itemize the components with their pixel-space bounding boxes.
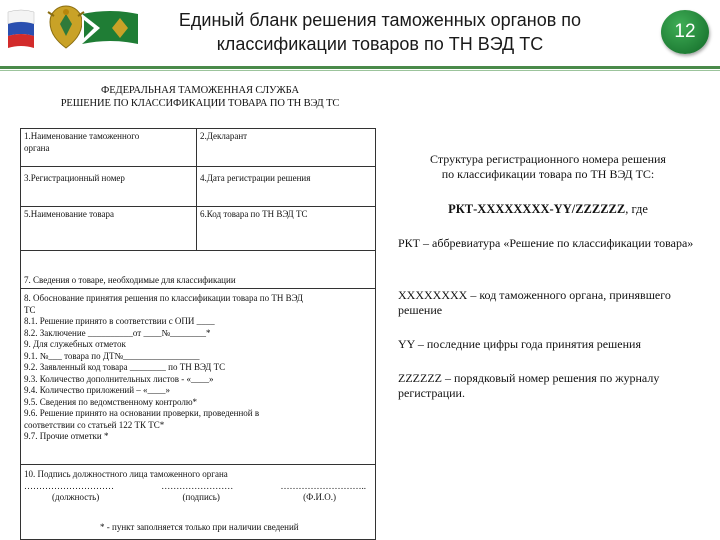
slide-header <box>0 0 720 62</box>
structure-title: Структура регистрационного номера решения по классификации товара по ТН ВЭД ТС: <box>430 152 666 181</box>
field-registration-number: 3.Регистрационный номер <box>21 167 197 206</box>
field-product-info: 7. Сведения о товаре, необходимые для классификации <box>21 251 375 289</box>
decision-form <box>20 128 376 540</box>
registration-number-format: РКТ-ХХХХХХХХ-YY/ZZZZZZ, где <box>448 202 648 216</box>
field-registration-date: 4.Дата регистрации решения <box>200 173 311 183</box>
form-footnote: * - пункт заполняется только при наличии сведений <box>100 522 299 532</box>
header-divider <box>0 66 720 69</box>
form-row-2 <box>21 167 375 207</box>
field-product-name: 5.Наименование товара <box>21 207 197 250</box>
form-heading: ФЕДЕРАЛЬНАЯ ТАМОЖЕННАЯ СЛУЖБА РЕШЕНИЕ ПО КЛАССИФИКАЦИИ ТОВАРА ПО ТН ВЭД ТС <box>60 85 340 109</box>
field-declarant: 2.Декларант <box>200 131 248 141</box>
field-signature: 10. Подпись должностного лица таможенного органа ………………………… …………………… ……………………….. (должность) (подпись) (Ф.И.О.) <box>24 469 366 502</box>
field-customs-authority: 1.Наименование таможенного органа <box>21 129 197 166</box>
explanation-rkt: РКТ – аббревиатура «Решение по классификации товара» <box>398 236 694 250</box>
explanation-sequence-number: ZZZZZZ – порядковый номер решения по журналу регистрации. <box>398 371 660 400</box>
slide-number-badge: 12 <box>661 10 709 54</box>
field-product-code: 6.Код товара по ТН ВЭД ТС <box>200 209 308 219</box>
form-row-3 <box>21 207 375 251</box>
russian-flag-icon <box>6 8 36 50</box>
form-row-1 <box>21 129 375 167</box>
slide-title: Единый бланк решения таможенных органов по классификации товаров по ТН ВЭД ТС <box>178 10 582 54</box>
customs-flag-icon <box>80 8 140 48</box>
explanation-office-code: XXXXXXXX – код таможенного органа, принявшего решение <box>398 288 671 317</box>
header-divider-thin <box>0 70 720 71</box>
explanation-year: YY – последние цифры года принятия решения <box>398 337 641 351</box>
field-classification-justification: 8. Обоснование принятия решения по классификации товара по ТН ВЭД ТС 8.1. Решение принято в соответствии с ОПИ ____ 8.2. Заключение __________от ____№________* 9. Для служебных отметок 9.1. №___ товара по ДТ№_________________ 9.2. Заявленный код товара ________ по ТН ВЭД ТС 9.3. Количество дополнительных листов - «____» 9.4. Количество приложений – «____» 9.5. Сведения по ведомственному контролю* 9.6. Решение принято на основании проверки, проведенной в соответствии со статьей 122 ТК ТС* 9.7. Прочие отметки * <box>21 289 375 465</box>
